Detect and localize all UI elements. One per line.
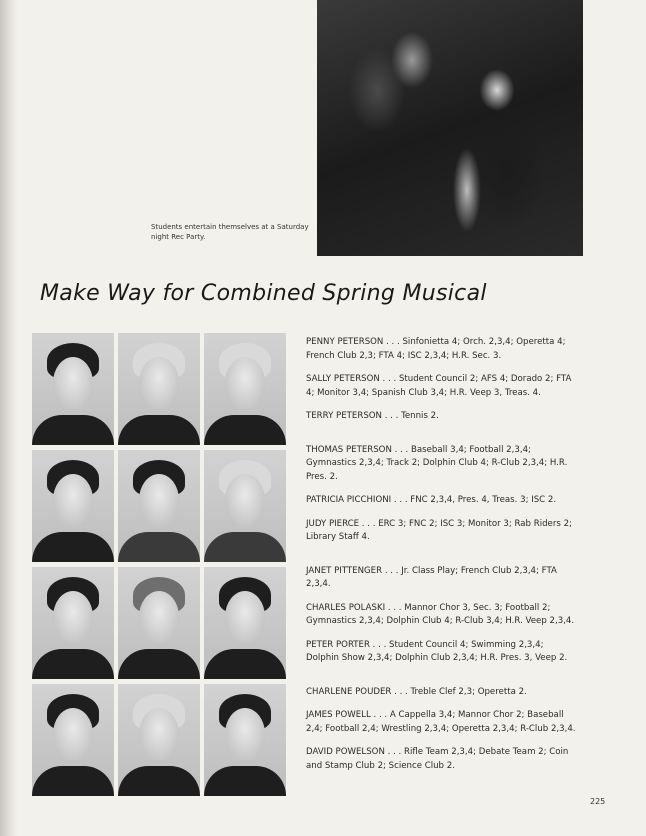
page-number: 225 [590,797,606,806]
photo-caption: Students entertain themselves at a Saturday night Rec Party. [151,223,309,241]
portrait-patricia-picchioni [118,450,200,562]
entry-james-powell: JAMES POWELL . . . A Cappella 3,4; Mannor Chor 2; Baseball 2,4; Football 2,4; Wrestling 2,3,4; Operetta 2,3,4; R-Club 2,3,4. [306,710,576,734]
entry-sally-peterson: SALLY PETERSON . . . Student Council 2; AFS 4; Dorado 2; FTA 4; Monitor 3,4; Spanish Club 3,4; H.R. Veep 3, Treas. 4. [306,374,572,398]
entry-terry-peterson: TERRY PETERSON . . . Tennis 2. [306,411,439,421]
entry-janet-pittenger: JANET PITTENGER . . . Jr. Class Play; French Club 2,3,4; FTA 2,3,4. [306,565,557,589]
entry-penny-peterson: PENNY PETERSON . . . Sinfonietta 4; Orch. 2,3,4; Operetta 4; French Club 2,3; FTA 4; ISC 2,3,4; H.R. Sec. 3. [306,337,566,361]
portrait-judy-pierce [204,450,286,562]
portrait-terry-peterson [204,333,286,445]
portrait-peter-porter [204,567,286,679]
portrait-charlene-pouder [32,684,114,796]
entry-peter-porter: PETER PORTER . . . Student Council 4; Swimming 2,3,4; Dolphin Show 2,3,4; Dolphin Club 2,3,4; H.R. Pres. 3, Veep 2. [306,639,568,663]
portrait-janet-pittenger [32,567,114,679]
portrait-james-powell [118,684,200,796]
entry-judy-pierce: JUDY PIERCE . . . ERC 3; FNC 2; ISC 3; Monitor 3; Rab Riders 2; Library Staff 4. [306,518,572,542]
portrait-thomas-peterson [32,450,114,562]
entry-thomas-peterson: THOMAS PETERSON . . . Baseball 3,4; Football 2,3,4; Gymnastics 2,3,4; Track 2; Dolphin Club 4; R-Club 2,3,4; H.R. Pres. 2. [306,444,568,482]
portrait-charles-polaski [118,567,200,679]
portrait-grid [32,333,286,796]
student-activity-list [306,336,577,773]
portrait-sally-peterson [118,333,200,445]
entry-patricia-picchioni: PATRICIA PICCHIONI . . . FNC 2,3,4, Pres. 4, Treas. 3; ISC 2. [306,495,557,505]
portrait-david-powelson [204,684,286,796]
entry-charlene-pouder: CHARLENE POUDER . . . Treble Clef 2,3; Operetta 2. [306,686,527,697]
rec-party-photo [317,0,583,256]
entry-david-powelson: DAVID POWELSON . . . Rifle Team 2,3,4; Debate Team 2; Coin and Stamp Club 2; Science Club 2. [306,747,569,771]
page-headline: Make Way for Combined Spring Musical [40,281,487,306]
page-binding-shadow [0,0,18,836]
portrait-penny-peterson [32,333,114,445]
entry-charles-polaski: CHARLES POLASKI . . . Mannor Chor 3, Sec. 3; Football 2; Gymnastics 2,3,4; Dolphin Club 4; R-Club 3,4; H.R. Veep 2,3,4. [306,602,575,626]
